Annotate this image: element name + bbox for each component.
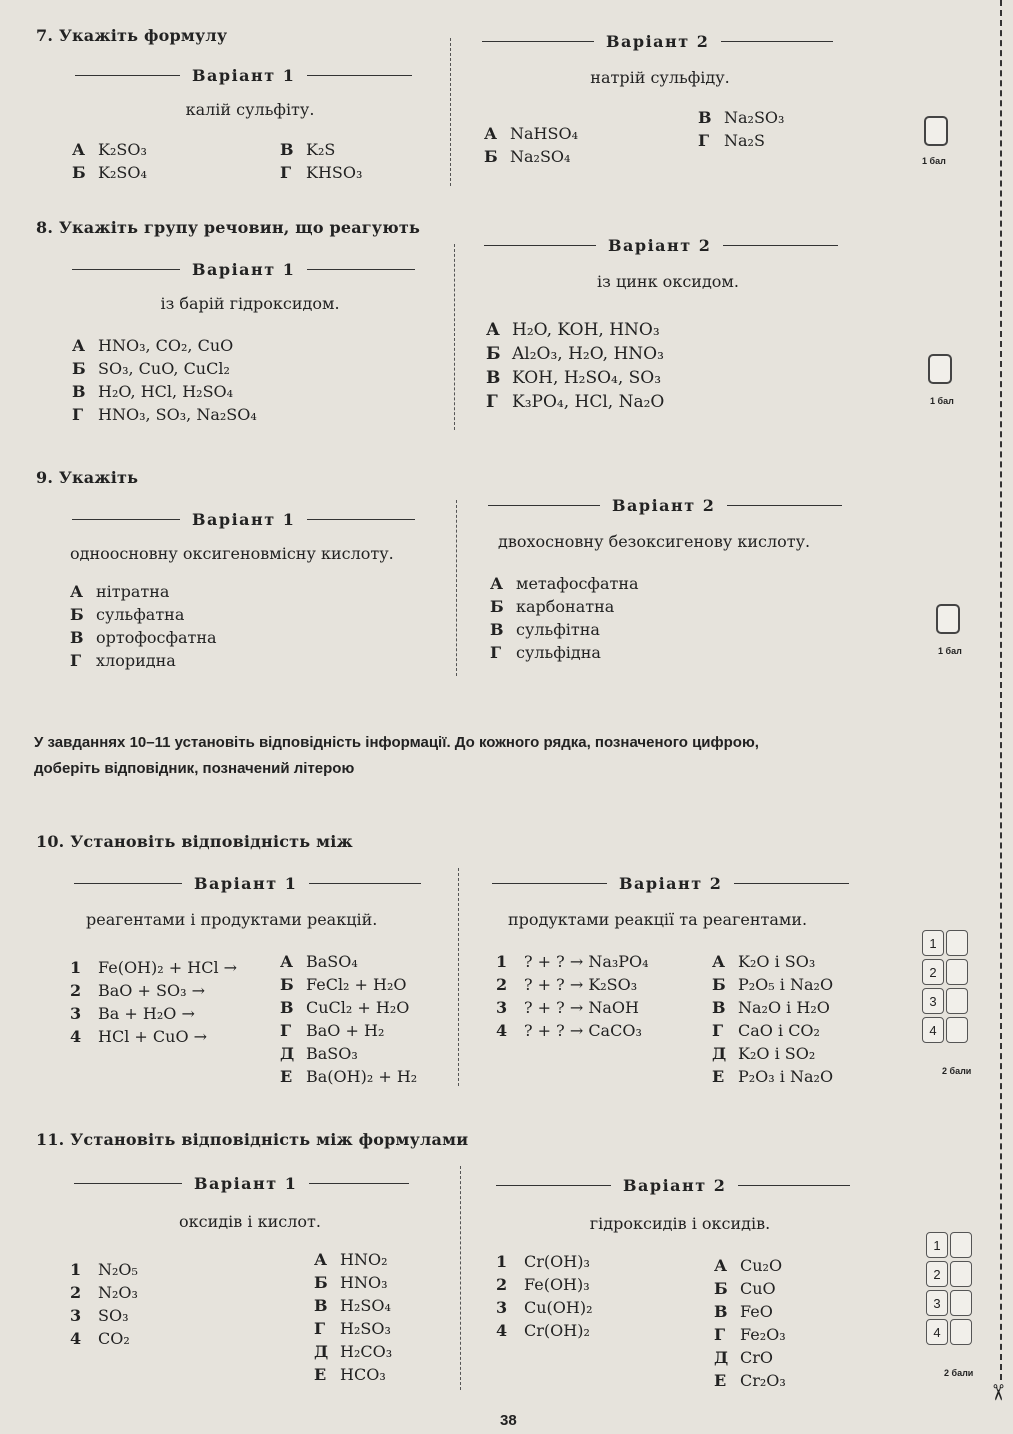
q11-v2-right [714,1254,786,1392]
q11-v1-item-1: 1 N₂O₅ [70,1260,138,1279]
page-number: 38 [500,1412,517,1429]
q10-v1-option-e: Е Ba(OH)₂ + H₂ [280,1067,418,1086]
q11-v1-task: оксидів і кислот. [179,1212,321,1231]
q10-v1-option-d: Д BaSO₃ [280,1044,358,1063]
q10-v1-option-a: А BaSO₄ [280,952,358,971]
q11-v2-item-3: 3 Cu(OH)₂ [496,1298,593,1317]
q11-answer-label-4: 4 [926,1319,948,1345]
q11-points: 2 бали [944,1368,974,1378]
q7-v2-option-b[interactable]: Б Na₂SO₄ [484,147,571,166]
q10-v2-item-2: 2 ? + ? → K₂SO₃ [496,975,638,994]
q8-v1-options [72,334,257,426]
q9-v1-option-g[interactable]: Г хлоридна [70,651,176,670]
q10-answer-cell-2[interactable] [946,959,968,985]
q10-v1-task: реагентами і продуктами реакцій. [86,910,378,929]
q9-v1-option-a[interactable]: А нітратна [70,582,170,601]
instruction-text [34,730,894,782]
q7-v1-option-b[interactable]: Б K₂SO₄ [72,163,147,182]
q10-v1-item-4: 4 HCl + CuO → [70,1027,208,1046]
q7-answer-box[interactable] [924,116,948,146]
q7-v2-option-g[interactable]: Г Na₂S [698,131,765,150]
q9-variant2-header: Варіант 2 [488,496,842,515]
q7-variant1-header: Варіант 1 [75,66,412,85]
question-10-title: 10. Установіть відповідність між [36,832,353,851]
q8-v2-option-v[interactable]: В KOH, H₂SO₄, SO₃ [486,368,662,388]
q7-v1-options-col1 [72,138,147,184]
q11-variant1-header: Варіант 1 [74,1174,409,1193]
q7-v1-task: калій сульфіту. [185,100,315,119]
q7-v2-task: натрій сульфіду. [590,68,730,87]
q10-v1-option-g: Г BaO + H₂ [280,1021,385,1040]
q10-v2-item-4: 4 ? + ? → CaCO₃ [496,1021,642,1040]
q9-v1-option-v[interactable]: В ортофосфатна [70,628,217,647]
q10-answer-label-3: 3 [922,988,944,1014]
q9-v2-option-a[interactable]: А метафосфатна [490,574,639,593]
q10-v2-option-d: Д K₂O і SO₂ [712,1044,816,1063]
q10-v2-item-1: 1 ? + ? → Na₃PO₄ [496,952,649,971]
q9-v2-options [490,572,639,664]
q11-v1-item-4: 4 CO₂ [70,1329,130,1348]
q7-v2-option-a[interactable]: А NaHSO₄ [484,124,578,143]
q7-points: 1 бал [922,156,946,166]
q7-v2-options-col2 [698,106,784,152]
q8-v1-option-g[interactable]: Г HNO₃, SO₃, Na₂SO₄ [72,405,257,424]
q11-v1-option-v: В H₂SO₄ [314,1296,391,1315]
q10-answer-cell-3[interactable] [946,988,968,1014]
q10-v1-item-2: 2 BaO + SO₃ → [70,981,205,1000]
q10-variant1-header: Варіант 1 [74,874,421,893]
q7-divider [450,38,451,186]
question-9-title: 9. Укажіть [36,468,139,487]
q8-answer-box[interactable] [928,354,952,384]
q8-points: 1 бал [930,396,954,406]
q10-v2-option-b: Б P₂O₅ і Na₂O [712,975,834,994]
q11-v2-item-4: 4 Cr(OH)₂ [496,1321,590,1340]
q11-answer-label-3: 3 [926,1290,948,1316]
q11-v1-item-2: 2 N₂O₃ [70,1283,138,1302]
q10-v1-item-1: 1 Fe(OH)₂ + HCl → [70,958,238,977]
q10-v2-option-e: Е P₂O₃ і Na₂O [712,1067,834,1086]
q7-v1-option-v[interactable]: В K₂S [280,140,336,159]
q9-v2-option-v[interactable]: В сульфітна [490,620,600,639]
q10-answer-label-1: 1 [922,930,944,956]
q11-v2-option-g: Г Fe₂O₃ [714,1325,786,1344]
q11-answer-cell-1[interactable] [950,1232,972,1258]
q10-v1-item-3: 3 Ba + H₂O → [70,1004,195,1023]
q11-answer-label-2: 2 [926,1261,948,1287]
q10-v1-left [70,956,237,1048]
q11-v1-item-3: 3 SO₃ [70,1306,129,1325]
q7-v1-option-g[interactable]: Г KHSO₃ [280,163,363,182]
q11-v2-option-d: Д CrO [714,1348,774,1367]
q10-v1-option-b: Б FeCl₂ + H₂O [280,975,407,994]
q10-v1-option-v: В CuCl₂ + H₂O [280,998,410,1017]
q8-v2-option-g[interactable]: Г K₃PO₄, HCl, Na₂O [486,392,665,412]
q11-variant2-header: Варіант 2 [496,1176,850,1195]
q7-v1-option-a[interactable]: А K₂SO₃ [72,140,147,159]
q11-v1-left [70,1258,138,1350]
q11-v2-option-a: А Cu₂O [714,1256,783,1275]
q10-v2-item-3: 3 ? + ? → NaOH [496,998,639,1017]
q8-divider [454,244,455,430]
instruction-line-1: У завданнях 10–11 установіть відповідність інформації. До кожного рядка, позначеного цифрою, [34,734,759,751]
q10-v2-left [496,950,649,1042]
q11-v1-option-b: Б HNO₃ [314,1273,388,1292]
q9-v1-options [70,580,217,672]
q10-divider [458,868,459,1086]
q11-v2-item-2: 2 Fe(OH)₃ [496,1275,590,1294]
q10-variant2-header: Варіант 2 [492,874,849,893]
q11-v2-left [496,1250,593,1342]
q10-answer-grid [922,930,968,1043]
q7-v2-options-col1 [484,122,578,168]
q11-v1-option-g: Г H₂SO₃ [314,1319,391,1338]
q11-v2-option-b: Б CuO [714,1279,776,1298]
q10-answer-label-2: 2 [922,959,944,985]
q7-v1-options-col2 [280,138,362,184]
q10-v2-task: продуктами реакції та реагентами. [508,910,808,929]
q7-v2-option-v[interactable]: В Na₂SO₃ [698,108,785,127]
q8-v2-option-a[interactable]: А H₂O, KOH, HNO₃ [486,320,660,340]
cut-line [1000,0,1002,1380]
q11-answer-cell-3[interactable] [950,1290,972,1316]
q9-v1-task: одноосновну оксигеновмісну кислоту. [70,544,394,563]
q10-v2-option-v: В Na₂O і H₂O [712,998,830,1017]
q11-answer-label-1: 1 [926,1232,948,1258]
q10-v2-option-g: Г CaO і CO₂ [712,1021,820,1040]
q8-v2-task: із цинк оксидом. [597,272,739,291]
q8-v2-option-b[interactable]: Б Al₂O₃, H₂O, HNO₃ [486,344,664,364]
q10-v2-right [712,950,833,1088]
q10-answer-cell-4[interactable] [946,1017,968,1043]
q11-v2-task: гідроксидів і оксидів. [589,1214,771,1233]
question-7-title: 7. Укажіть формулу [36,26,228,45]
q11-v1-right [314,1248,392,1386]
q10-answer-label-4: 4 [922,1017,944,1043]
q8-v1-task: із барій гідроксидом. [160,294,340,313]
q9-v1-option-b[interactable]: Б сульфатна [70,605,185,624]
q7-variant2-header: Варіант 2 [482,32,833,51]
scissors-icon: ✂ [984,1383,1010,1402]
q9-divider [456,500,457,676]
q11-v2-option-e: Е Cr₂O₃ [714,1371,786,1390]
q8-variant1-header: Варіант 1 [72,260,415,279]
q9-variant1-header: Варіант 1 [72,510,415,529]
q11-answer-cell-2[interactable] [950,1261,972,1287]
q11-answer-cell-4[interactable] [950,1319,972,1345]
q9-v2-task: двохосновну безоксигенову кислоту. [498,532,811,551]
question-8-title: 8. Укажіть групу речовин, що реагують [36,218,421,237]
question-11-title: 11. Установіть відповідність між формулами [36,1130,469,1149]
q11-v1-option-e: Е HCO₃ [314,1365,386,1384]
q9-answer-box[interactable] [936,604,960,634]
q10-points: 2 бали [942,1066,972,1076]
q10-answer-cell-1[interactable] [946,930,968,956]
q9-v2-option-b[interactable]: Б карбонатна [490,597,615,616]
q8-v2-options [486,318,664,414]
instruction-line-2: доберіть відповідник, позначений літерою [34,760,355,777]
q11-v1-option-a: А HNO₂ [314,1250,388,1269]
q11-v2-item-1: 1 Cr(OH)₃ [496,1252,590,1271]
q11-divider [460,1166,461,1390]
q11-answer-grid [926,1232,972,1345]
q8-variant2-header: Варіант 2 [484,236,838,255]
q11-v1-option-d: Д H₂CO₃ [314,1342,393,1361]
q11-v2-option-v: В FeO [714,1302,773,1321]
q8-v1-option-a[interactable]: А HNO₃, CO₂, CuO [72,336,234,355]
q9-points: 1 бал [938,646,962,656]
q8-v1-option-v[interactable]: В H₂O, HCl, H₂SO₄ [72,382,234,401]
q8-v1-option-b[interactable]: Б SO₃, CuO, CuCl₂ [72,359,230,378]
q10-v2-option-a: А K₂O і SO₃ [712,952,816,971]
q9-v2-option-g[interactable]: Г сульфідна [490,643,601,662]
q10-v1-right [280,950,417,1088]
